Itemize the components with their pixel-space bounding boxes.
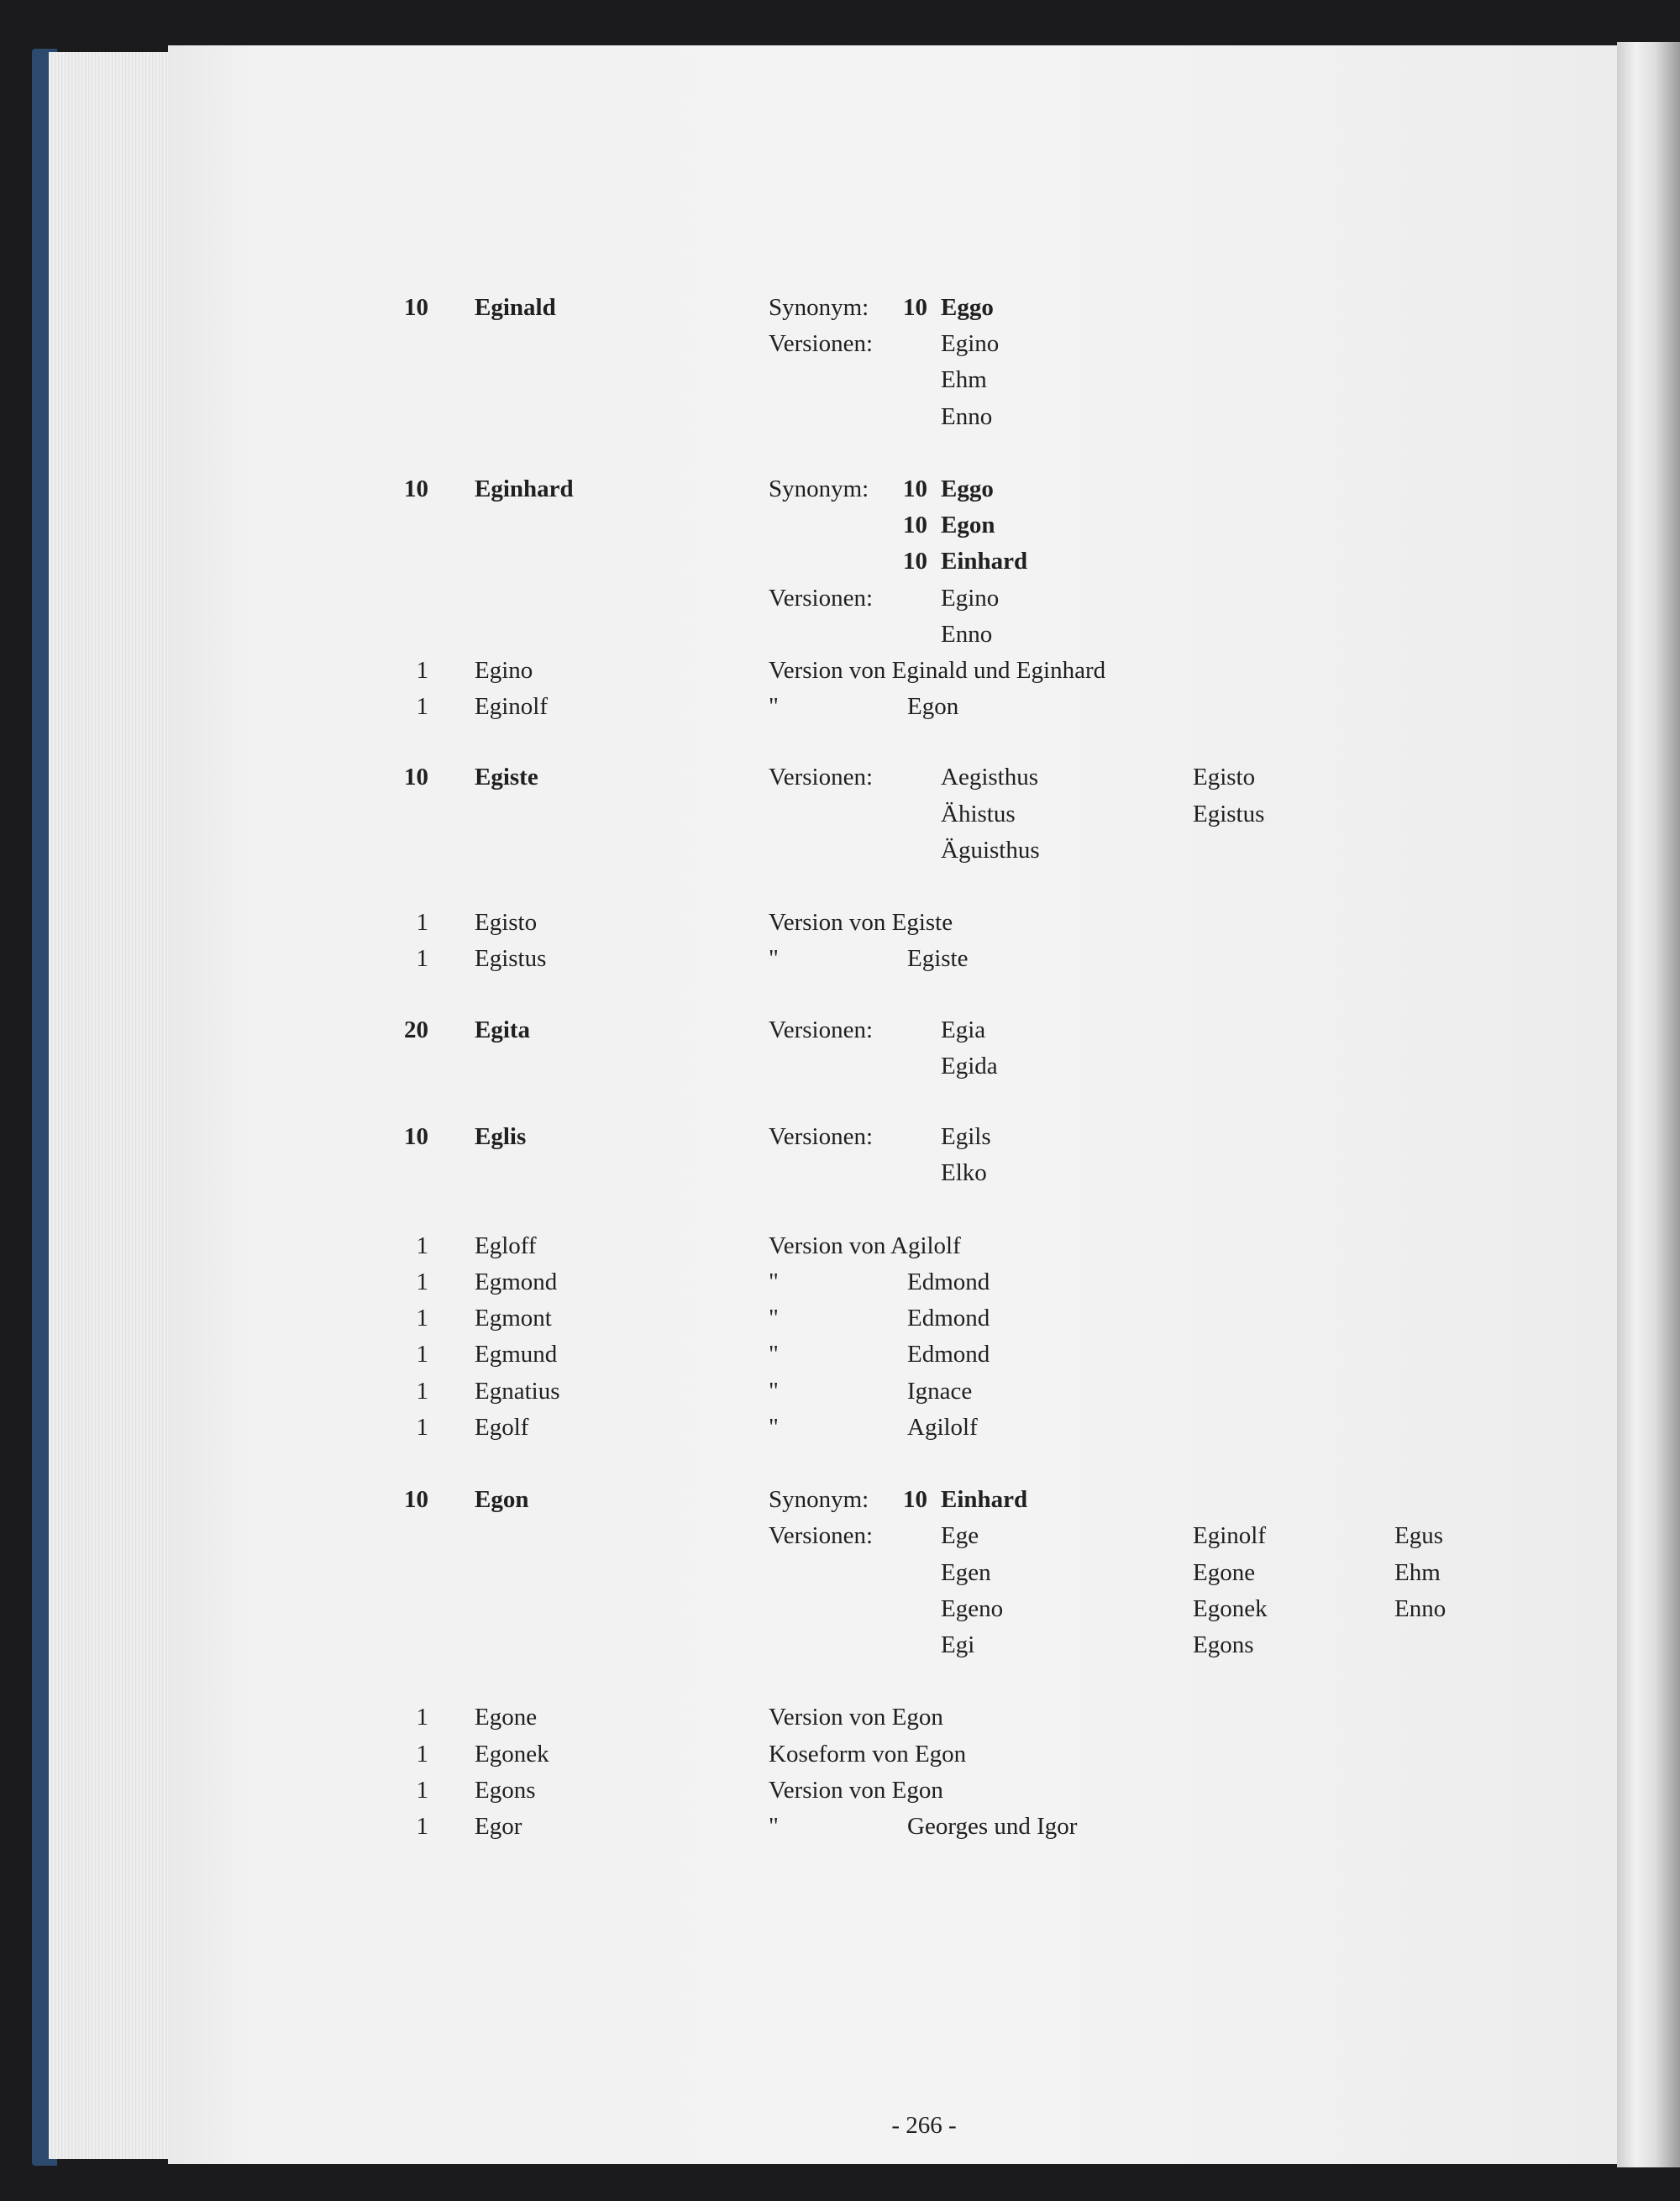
related-name: Ähistus [941, 800, 1016, 827]
entry-name: Egistus [475, 945, 547, 973]
entry-relation-text: Version von Egon [769, 1704, 943, 1731]
related-name-col2: Egone [1193, 1558, 1256, 1586]
entry-frequency: 10 [404, 1123, 428, 1151]
entry-frequency: 1 [416, 1305, 428, 1332]
entry-relation-label: Synonym: [769, 475, 869, 502]
entry-name: Egnatius [475, 1377, 560, 1405]
related-name-col2: Eginolf [1193, 1522, 1266, 1550]
related-name: Eggo [941, 294, 994, 321]
entry-name: Egon [475, 1486, 529, 1514]
entry-relation-label: " [769, 945, 779, 973]
entry-frequency: 1 [416, 1341, 428, 1368]
related-name: Enno [941, 620, 993, 648]
entry-frequency: 1 [416, 1704, 428, 1731]
related-name: Egon [907, 693, 959, 721]
related-name-col2: Egisto [1193, 764, 1256, 791]
related-name: Eggo [941, 475, 994, 502]
entry-relation-label: " [769, 1377, 779, 1405]
entry-name: Eginhard [475, 475, 574, 502]
page-number: - 266 - [891, 2112, 957, 2139]
related-name: Einhard [941, 548, 1028, 575]
entry-frequency: 1 [416, 1812, 428, 1840]
entry-name: Eginald [475, 294, 556, 321]
entry-relation-label: " [769, 693, 779, 721]
entry-relation-label: Synonym: [769, 294, 869, 321]
entry-frequency: 1 [416, 1377, 428, 1405]
entry-name: Egone [475, 1704, 538, 1731]
entry-frequency: 20 [404, 1016, 428, 1043]
entry-name: Egonek [475, 1740, 549, 1768]
entry-relation-label: Versionen: [769, 1123, 874, 1151]
related-name: Egia [941, 1016, 986, 1043]
related-name: Egils [941, 1123, 991, 1151]
entry-frequency: 10 [404, 475, 428, 502]
entry-relation-label: " [769, 1341, 779, 1368]
related-frequency: 10 [903, 512, 927, 539]
entry-name: Egiste [475, 764, 538, 791]
related-name: Egiste [907, 945, 969, 973]
entry-name: Egloff [475, 1232, 537, 1259]
related-name: Egon [941, 512, 995, 539]
entry-frequency: 10 [404, 294, 428, 321]
related-name-col3: Ehm [1394, 1558, 1441, 1586]
entry-frequency: 1 [416, 1413, 428, 1441]
entry-name: Egisto [475, 909, 538, 937]
entry-name: Egino [475, 657, 533, 684]
entry-relation-label: Versionen: [769, 1522, 874, 1550]
related-name: Äguisthus [941, 836, 1040, 864]
entry-frequency: 10 [404, 1486, 428, 1514]
entry-relation-label: " [769, 1305, 779, 1332]
related-name: Egino [941, 330, 1000, 358]
related-name: Egeno [941, 1594, 1004, 1622]
entry-relation-text: Version von Agilolf [769, 1232, 961, 1259]
entry-name: Eglis [475, 1123, 527, 1151]
related-name: Aegisthus [941, 764, 1038, 791]
entry-frequency: 1 [416, 693, 428, 721]
entry-relation-text: Version von Egon [769, 1776, 943, 1804]
related-name: Agilolf [907, 1413, 978, 1441]
entry-frequency: 1 [416, 909, 428, 937]
entry-frequency: 1 [416, 945, 428, 973]
entry-relation-text: Koseform von Egon [769, 1740, 967, 1768]
entry-frequency: 10 [404, 764, 428, 791]
entry-relation-label: Versionen: [769, 330, 874, 358]
related-name: Edmond [907, 1268, 990, 1295]
entry-relation-text: Version von Egiste [769, 909, 953, 937]
entry-name: Egmont [475, 1305, 552, 1332]
related-name: Egino [941, 584, 1000, 612]
related-name-col2: Egonek [1193, 1594, 1268, 1622]
entry-relation-label: Versionen: [769, 764, 874, 791]
related-frequency: 10 [903, 1486, 927, 1514]
related-name: Edmond [907, 1341, 990, 1368]
related-name-col2: Egons [1193, 1631, 1254, 1658]
entry-relation-label: " [769, 1413, 779, 1441]
entry-frequency: 1 [416, 1268, 428, 1295]
related-frequency: 10 [903, 548, 927, 575]
entry-name: Egolf [475, 1413, 529, 1441]
entry-relation-label: Versionen: [769, 1016, 874, 1043]
related-name-col3: Enno [1394, 1594, 1446, 1622]
related-frequency: 10 [903, 294, 927, 321]
related-name: Ehm [941, 366, 987, 394]
related-name-col2: Egistus [1193, 800, 1265, 827]
related-frequency: 10 [903, 475, 927, 502]
related-name: Egen [941, 1558, 991, 1586]
entry-name: Eginolf [475, 693, 548, 721]
related-name: Georges und Igor [907, 1812, 1078, 1840]
entry-frequency: 1 [416, 1232, 428, 1259]
page-stack-edge [49, 52, 175, 2159]
entry-relation-label: " [769, 1268, 779, 1295]
related-name: Elko [941, 1159, 987, 1187]
entry-frequency: 1 [416, 1740, 428, 1768]
related-name: Einhard [941, 1486, 1028, 1514]
entry-name: Egmond [475, 1268, 558, 1295]
related-name-col3: Egus [1394, 1522, 1443, 1550]
related-name: Ege [941, 1522, 979, 1550]
related-name: Edmond [907, 1305, 990, 1332]
entry-name: Egmund [475, 1341, 558, 1368]
related-name: Egida [941, 1052, 998, 1079]
related-name: Ignace [907, 1377, 973, 1405]
entry-relation-label: Versionen: [769, 584, 874, 612]
book-page [168, 45, 1630, 2164]
related-name: Enno [941, 402, 993, 430]
entry-relation-label: " [769, 1812, 779, 1840]
entry-name: Egons [475, 1776, 536, 1804]
entry-frequency: 1 [416, 657, 428, 684]
entry-name: Egita [475, 1016, 531, 1043]
related-name: Egi [941, 1631, 975, 1658]
entry-relation-text: Version von Eginald und Eginhard [769, 657, 1106, 684]
book-spine-shadow [1617, 42, 1680, 2167]
entry-name: Egor [475, 1812, 522, 1840]
entry-frequency: 1 [416, 1776, 428, 1804]
entry-relation-label: Synonym: [769, 1486, 869, 1514]
